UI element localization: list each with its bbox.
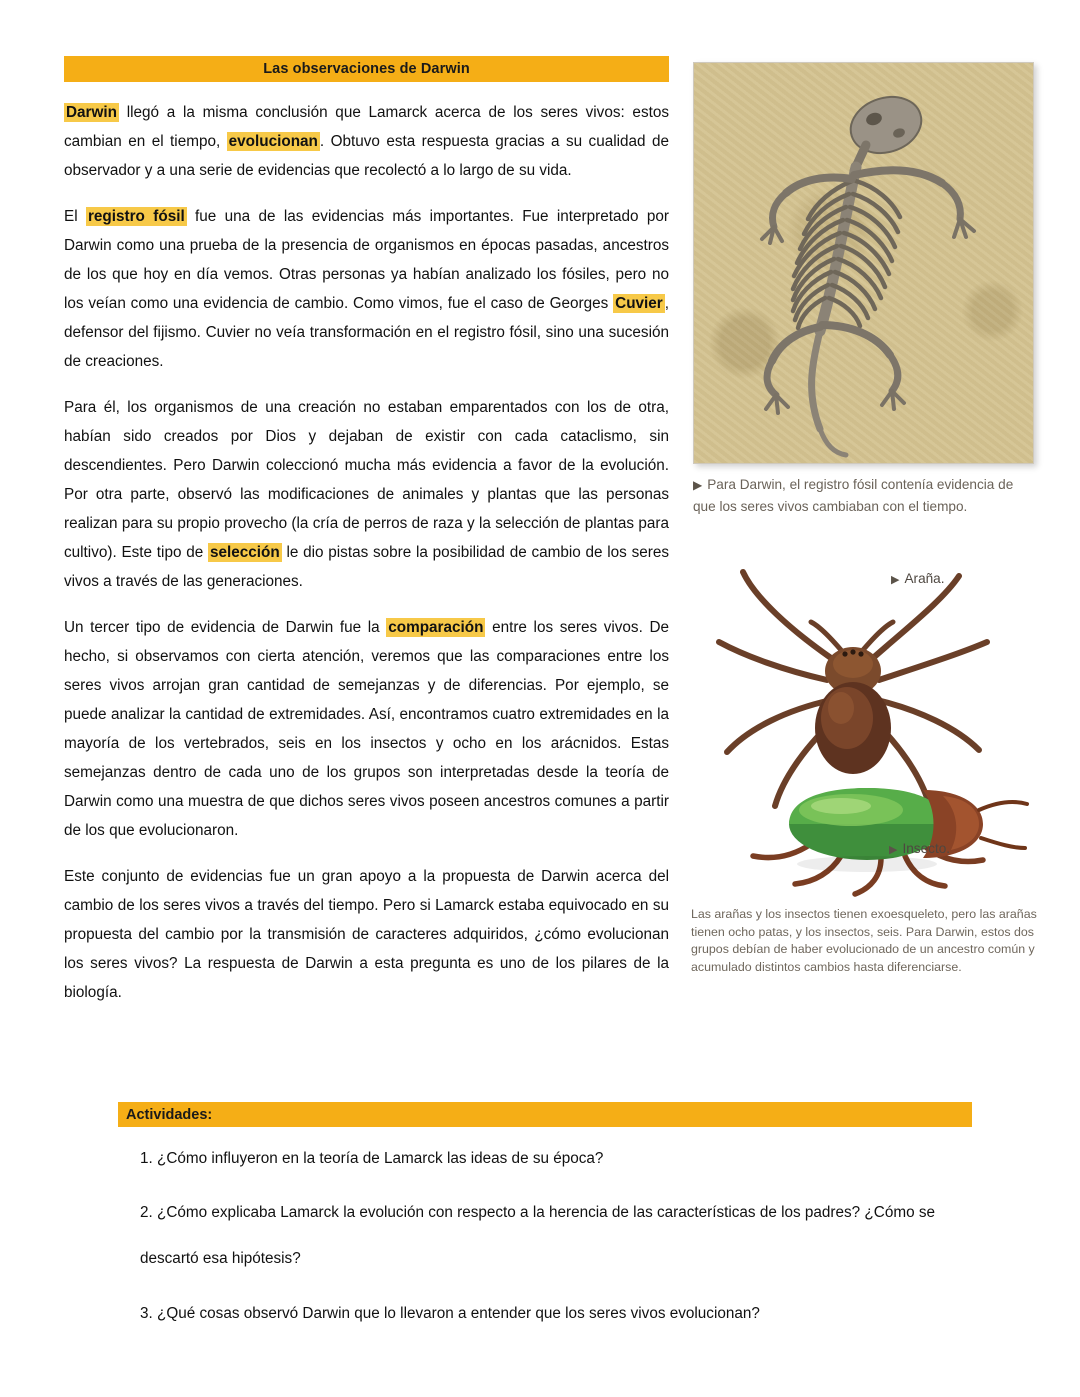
- spider-beetle-illustration: [691, 538, 1057, 898]
- paragraph-3: Para él, los organismos de una creación no estaban emparentados con los de otra, habían sido creados por Dios y dejaban de existir con cada cataclismo, sin descendientes. Pero Darwin coleccionó mucha más evidencia a favor de la evolución. Por otra parte, observó las modificaciones de animales y plantas que las personas realizan para su propio provecho (la cría de perros de raza y la selección de plantas para cultivo). Este tipo de selección le dio pistas sobre la posibilidad de cambio de los seres vivos a través de las generaciones.: [64, 399, 669, 590]
- paragraph-1: Darwin llegó a la misma conclusión que Lamarck acerca de los seres vivos: estos cambian en el tiempo, evolucionan . Obtuvo esta respuesta gracias a su cualidad de observador y a una serie de evidencias que recolectó a lo largo de su vida.: [64, 104, 669, 179]
- highlighted-term: comparación: [388, 619, 484, 636]
- label-spider-text: Araña.: [904, 571, 945, 586]
- paragraph-2: El registro fósil fue una de las evidencias más importantes. Fue interpretado por Darwin como una prueba de la presencia de organismos en épocas pasadas, ancestros de los que hoy en día vemos. Otras personas ya habían analizado los fósiles, pero no los veían como una evidencia de cambio. Como vimos, fue el caso de Georges Cuvier , defensor del fijismo. Cuvier no veía transformación en el registro fósil, sino una sucesión de creaciones.: [64, 208, 669, 370]
- highlighted-term: selección: [209, 544, 280, 561]
- highlighted-term: Cuvier: [615, 295, 663, 312]
- figure-bugs: [691, 538, 1057, 976]
- label-arrow-icon-2: ▶: [889, 844, 898, 856]
- label-spider: [891, 571, 945, 586]
- caption-arrow-icon: ▶: [693, 478, 703, 492]
- label-insect: [889, 841, 950, 856]
- activity-item-1: 1. ¿Cómo influyeron en la teoría de Lamarck las ideas de su época?: [140, 1150, 604, 1167]
- label-insect-text: Insecto.: [902, 841, 951, 856]
- highlighted-term: evolucionan: [228, 133, 318, 150]
- text-column: [64, 56, 669, 1007]
- fossil-caption: [693, 474, 1033, 518]
- section-title-band: [64, 56, 669, 82]
- activity-item-2: 2. ¿Cómo explicaba Lamarck la evolución con respecto a la herencia de las características de los padres? ¿Cómo se descartó esa hipótesis?: [140, 1204, 935, 1267]
- figure-fossil: [691, 62, 1057, 518]
- paragraph-4: Un tercer tipo de evidencia de Darwin fue la comparación entre los seres vivos. De hecho, si observamos con cierta atención, veremos que las comparaciones entre los seres vivos arrojan gran cantidad de semejanzas y de diferencias. Por ejemplo, se puede analizar la cantidad de extremidades. Así, encontramos cuatro extremidades en la mayoría de los vertebrados, seis en los insectos y ocho en los arácnidos. Estas semejanzas dentro de cada uno de los grupos son interpretadas desde la teoría de Darwin como una muestra de que dichos seres vivos poseen ancestros comunes a partir de los que evolucionaron.: [64, 619, 669, 839]
- paragraph-5: Este conjunto de evidencias fue un gran apoyo a la propuesta de Darwin acerca del cambio de los seres vivos a través del tiempo. Pero si Lamarck estaba equivocado en su propuesta del cambio por la transmisión de caracteres adquiridos, ¿cómo evolucionan los seres vivos? La respuesta de Darwin a esta pregunta es uno de los pilares de la biología.: [64, 868, 669, 1001]
- page-content: [64, 56, 1037, 1007]
- fossil-skeleton-illustration: [694, 63, 1033, 463]
- figures-column: [691, 56, 1057, 980]
- activities-section: [118, 1102, 972, 1328]
- label-arrow-icon: ▶: [891, 574, 900, 586]
- activities-heading: Actividades:: [126, 1106, 213, 1123]
- activity-item-3: 3. ¿Qué cosas observó Darwin que lo llevaron a entender que los seres vivos evolucionan?: [140, 1305, 760, 1322]
- spider-and-beetle-photo: [691, 538, 1057, 898]
- fossil-caption-text: Para Darwin, el registro fósil contenía evidencia de que los seres vivos cambiaban con el tiempo.: [693, 477, 1014, 514]
- fossil-photo: [693, 62, 1034, 464]
- highlighted-term: Darwin: [66, 104, 117, 121]
- highlighted-term: registro fósil: [87, 208, 185, 225]
- section-title: Las observaciones de Darwin: [263, 61, 470, 77]
- activities-band: [118, 1102, 972, 1127]
- bugs-caption: Las arañas y los insectos tienen exoesqueleto, pero las arañas tienen ocho patas, y los insectos, seis. Para Darwin, estos dos grupos debían de haber evolucionado de un ancestro común y acumulado distintos cambios hasta diferenciarse.: [691, 907, 1037, 974]
